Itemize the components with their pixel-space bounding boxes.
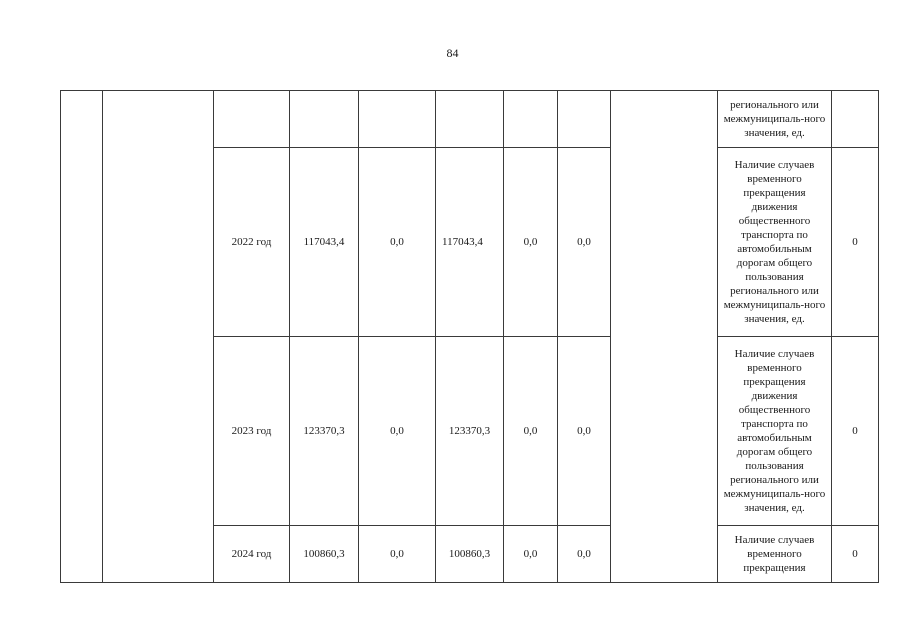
indicator-cell: Наличие случаев временного прекращения [718, 526, 832, 583]
source-1-cell: 0,0 [359, 148, 436, 337]
source-3-cell: 0,0 [504, 526, 558, 583]
total-cell: 123370,3 [290, 337, 359, 526]
table-row [61, 91, 879, 148]
source-2-cell [436, 91, 504, 148]
year-cell: 2023 год [214, 337, 290, 526]
source-4-cell: 0,0 [558, 526, 611, 583]
indicator-cell: Наличие случаев временного прекращения движения общественного транспорта по автомобильным дорогам общего пользования регионального или межмуниципаль-ного значения, ед. [718, 148, 832, 337]
indicator-cell: регионального или межмуниципаль-ного значения, ед. [718, 91, 832, 148]
empty-cell [103, 91, 214, 583]
source-3-cell [504, 91, 558, 148]
source-2-cell: 117043,4 [436, 148, 504, 337]
source-4-cell [558, 91, 611, 148]
page-number: 84 [446, 46, 459, 60]
empty-cell [61, 91, 103, 583]
indicator-value-cell: 0 [832, 148, 879, 337]
indicator-value-cell: 0 [832, 526, 879, 583]
source-3-cell: 0,0 [504, 148, 558, 337]
source-2-cell: 123370,3 [436, 337, 504, 526]
source-4-cell: 0,0 [558, 337, 611, 526]
total-cell [290, 91, 359, 148]
source-1-cell: 0,0 [359, 337, 436, 526]
source-3-cell: 0,0 [504, 337, 558, 526]
year-cell [214, 91, 290, 148]
total-cell: 117043,4 [290, 148, 359, 337]
year-cell: 2022 год [214, 148, 290, 337]
indicator-value-cell [832, 91, 879, 148]
indicator-value-cell: 0 [832, 337, 879, 526]
source-2-cell: 100860,3 [436, 526, 504, 583]
empty-cell [611, 91, 718, 583]
year-cell: 2024 год [214, 526, 290, 583]
source-1-cell [359, 91, 436, 148]
indicator-cell: Наличие случаев временного прекращения движения общественного транспорта по автомобильным дорогам общего пользования регионального или межмуниципаль-ного значения, ед. [718, 337, 832, 526]
source-4-cell: 0,0 [558, 148, 611, 337]
total-cell: 100860,3 [290, 526, 359, 583]
program-table [60, 90, 879, 583]
source-1-cell: 0,0 [359, 526, 436, 583]
